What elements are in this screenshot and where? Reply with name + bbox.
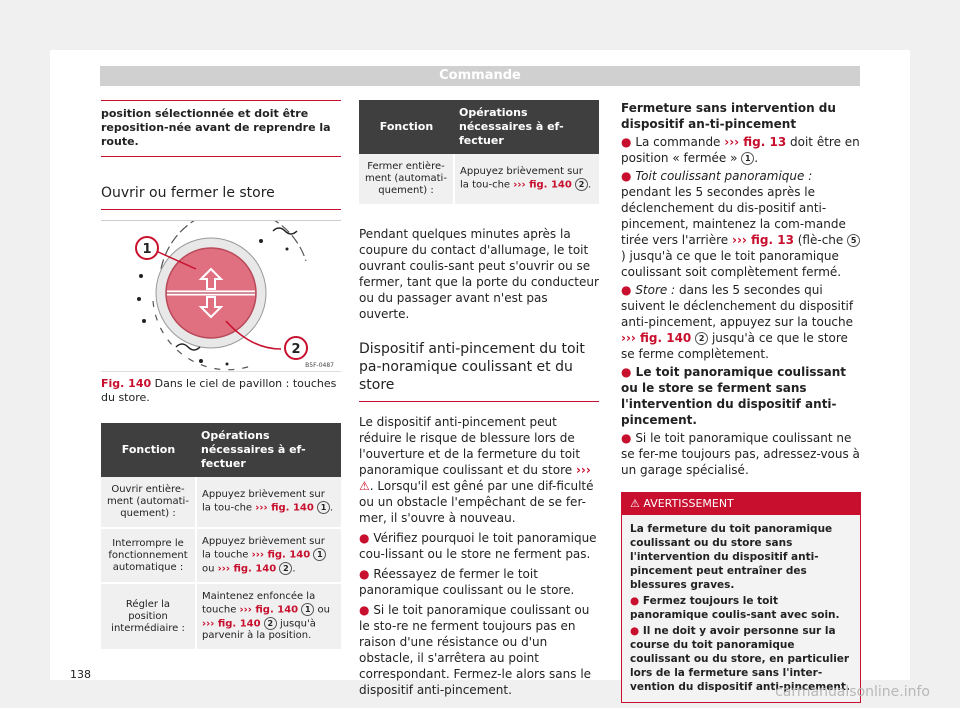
figure-link[interactable]: ››› fig. 140 [255, 502, 314, 514]
figure-link[interactable]: ››› fig. 140 [513, 179, 572, 191]
figure-link[interactable]: ››› fig. 140 [621, 331, 692, 345]
bullet-icon: ● [359, 603, 370, 617]
ops-text: . [330, 502, 334, 514]
function-table-2 [359, 100, 599, 206]
watermark-text: carmanualsonline.info [775, 684, 930, 700]
bullet-icon: ● [359, 567, 370, 581]
ops-text: ou [314, 604, 330, 616]
list-item [621, 134, 861, 166]
number-badge: 2 [695, 332, 708, 345]
figure-link[interactable]: ››› fig. 140 [239, 604, 299, 616]
list-item [359, 566, 599, 598]
table-row [101, 583, 341, 650]
warning-intro: La fermeture du toit panoramique coulissant ou du store sans l'intervention du dispositif anti-pincement peut entraîner des blessures graves. [630, 523, 833, 591]
list-item-text: Fermez toujours le toit panoramique coulis-sant avec soin. [630, 595, 840, 621]
warning-title: AVERTISSEMENT [643, 497, 734, 510]
table-row [101, 528, 341, 583]
ops-text: . [292, 563, 296, 574]
number-badge: 2 [264, 617, 277, 630]
section-title-open-close: Ouvrir ou fermer le store [101, 184, 341, 210]
paragraph-ignition: Pendant quelques minutes après la coupure du contact d'allumage, le toit ouvrant coulis-sant peut s'ouvrir ou se fermer, tant que la porte du conducteur ou du passager avant n'est pas ouverte. [359, 227, 599, 321]
table-header-function: Fonction [101, 423, 196, 477]
bullet-icon: ● [621, 169, 632, 183]
list-item-label: Toit coulissant panoramique : [635, 169, 813, 183]
figure-code: B5F-0487 [305, 362, 334, 369]
table-row [359, 154, 599, 205]
figure-caption-label: Fig. 140 [101, 377, 152, 390]
list-item [621, 168, 861, 280]
figure-link[interactable]: ››› fig. 13 [724, 135, 787, 149]
subheading-no-anti-pinch: Fermeture sans intervention du dispositif an-ti-pincement [621, 101, 836, 131]
column-right [621, 100, 861, 703]
table-cell-operations [196, 528, 341, 583]
number-badge: 1 [313, 548, 326, 561]
list-item-text: Il ne doit y avoir personne sur la course du toit panoramique coulissant ou du store, en particulier lors de la fermeture sans l'inter-vention du dispositif anti-pincement. [630, 625, 850, 693]
page-header: Commande [100, 66, 860, 86]
number-badge: 1 [301, 603, 314, 616]
table-header-operations: Opérations nécessaires à ef-fectuer [196, 423, 341, 477]
ops-text: . [588, 179, 592, 191]
table-cell-function: Ouvrir entière-ment (automati-quement) : [101, 477, 196, 528]
function-table-1 [101, 423, 341, 651]
number-badge: 2 [279, 562, 292, 575]
table-row [101, 477, 341, 528]
list-item [621, 430, 861, 478]
warning-link-arrows[interactable]: ››› [575, 463, 591, 477]
ops-text: Appuyez brièvement sur la touche [202, 536, 325, 561]
bullet-icon: ● [621, 135, 632, 149]
table-cell-operations [196, 583, 341, 650]
table-header-row [359, 100, 599, 154]
paragraph-anti-pinch [359, 414, 599, 526]
ops-text: Appuyez brièvement sur la tou-che [460, 166, 583, 191]
warning-body [622, 515, 860, 702]
bullet-icon: ● [630, 595, 640, 607]
bullet-icon: ● [621, 365, 632, 379]
list-item-text: Vérifiez pourquoi le toit panoramique cou-lissant ou le store ne ferment pas. [359, 531, 597, 561]
top-note: position sélectionnée et doit être reposition-née avant de reprendre la route. [101, 101, 341, 157]
bullet-icon: ● [621, 283, 632, 297]
column-middle [359, 100, 599, 698]
ops-text: Appuyez brièvement sur la tou-che [202, 489, 325, 514]
bullet-icon: ● [359, 531, 370, 545]
ops-text: jusqu'à parvenir à la position. [202, 618, 316, 641]
bullet-icon: ● [621, 431, 632, 445]
warning-triangle-icon: ⚠ [630, 497, 640, 510]
section-title-anti-pinch: Dispositif anti-pincement du toit pa-noramique coulissant et du store [359, 340, 599, 402]
list-item-label: Store : [635, 283, 676, 297]
list-item-text: ) jusqu'à ce que le toit panoramique coulissant soit complètement fermé. [621, 249, 842, 279]
ops-text: ou [202, 563, 218, 574]
list-item-text: (flè-che [793, 233, 848, 247]
bullet-icon: ● [630, 625, 640, 637]
figure-caption [101, 371, 341, 405]
list-item [359, 530, 599, 562]
figure-callout-1: 1 [142, 242, 152, 257]
warning-header [622, 493, 860, 515]
list-item-text: . [754, 151, 759, 165]
figure-callout-2: 2 [291, 342, 301, 357]
figure-link[interactable]: ››› fig. 13 [732, 233, 794, 247]
list-item [621, 282, 861, 362]
para-text: . Lorsqu'il est gêné par une dif-ficulté ou un obstacle l'empêchant de se fer-mer, il s'ouvre à nouveau. [359, 479, 594, 525]
store-buttons-illustration [101, 221, 341, 371]
number-badge: 2 [575, 178, 588, 191]
figure-link[interactable]: ››› fig. 140 [217, 563, 277, 574]
number-badge: 1 [317, 501, 330, 514]
list-item [621, 364, 861, 428]
list-item-text: Si le toit panoramique coulissant ne se fer-me toujours pas, adressez-vous à un garage spécialisé. [621, 431, 860, 477]
figure-link[interactable]: ››› fig. 140 [202, 618, 261, 629]
figure-140 [101, 220, 341, 371]
warning-triangle-icon: ⚠ [359, 479, 370, 493]
list-item-text: Le toit panoramique coulissant ou le store se ferment sans l'intervention du dispositif anti-pincement. [621, 365, 846, 427]
list-item-text: Si le toit panoramique coulissant ou le sto-re ne ferment toujours pas en raison d'une résistance ou d'un obstacle, il s'arrêtera au point correspondant. Fermez-le alors sans le dispositif anti-pincement. [359, 603, 592, 697]
figure-link[interactable]: ››› fig. 140 [251, 549, 311, 561]
list-item-text: jusqu'à ce que le store se ferme complètement. [621, 331, 848, 361]
list-item-text: La commande [635, 135, 725, 149]
table-cell-function: Fermer entière-ment (automati-quement) : [359, 154, 454, 205]
column-left [101, 100, 341, 651]
table-cell-operations [454, 154, 599, 205]
table-cell-function: Régler la position intermédiaire : [101, 583, 196, 650]
list-item-text: dans les 5 secondes qui suivent le déclenchement du dispositif anti-pincement, appuyez sur la touche [621, 283, 854, 329]
list-item [359, 602, 599, 698]
list-item [630, 594, 852, 622]
ops-text: Maintenez enfoncée la touche [202, 591, 316, 616]
table-cell-function: Interrompre le fonctionnement automatique : [101, 528, 196, 583]
list-item-text: pendant les 5 secondes après le déclenchement du dis-positif anti-pincement, maintenez la com-mande tirée vers l'arrière [621, 185, 846, 247]
table-header-row [101, 423, 341, 477]
page-number: 138 [70, 668, 91, 681]
table-cell-operations [196, 477, 341, 528]
number-badge: 5 [847, 234, 860, 247]
table-header-function: Fonction [359, 100, 454, 154]
warning-box [621, 492, 861, 703]
para-text: Le dispositif anti-pincement peut réduire le risque de blessure lors de l'ouverture et de la fermeture du toit panoramique coulissant et du store [359, 415, 581, 477]
list-item-text: doit être en position « fermée » [621, 135, 860, 165]
figure-caption-text: Dans le ciel de pavillon : touches du store. [101, 377, 337, 404]
number-badge: 1 [741, 152, 754, 165]
list-item-text: Réessayez de fermer le toit panoramique coulissant ou le store. [359, 567, 575, 597]
table-header-operations: Opérations nécessaires à ef-fectuer [454, 100, 599, 154]
